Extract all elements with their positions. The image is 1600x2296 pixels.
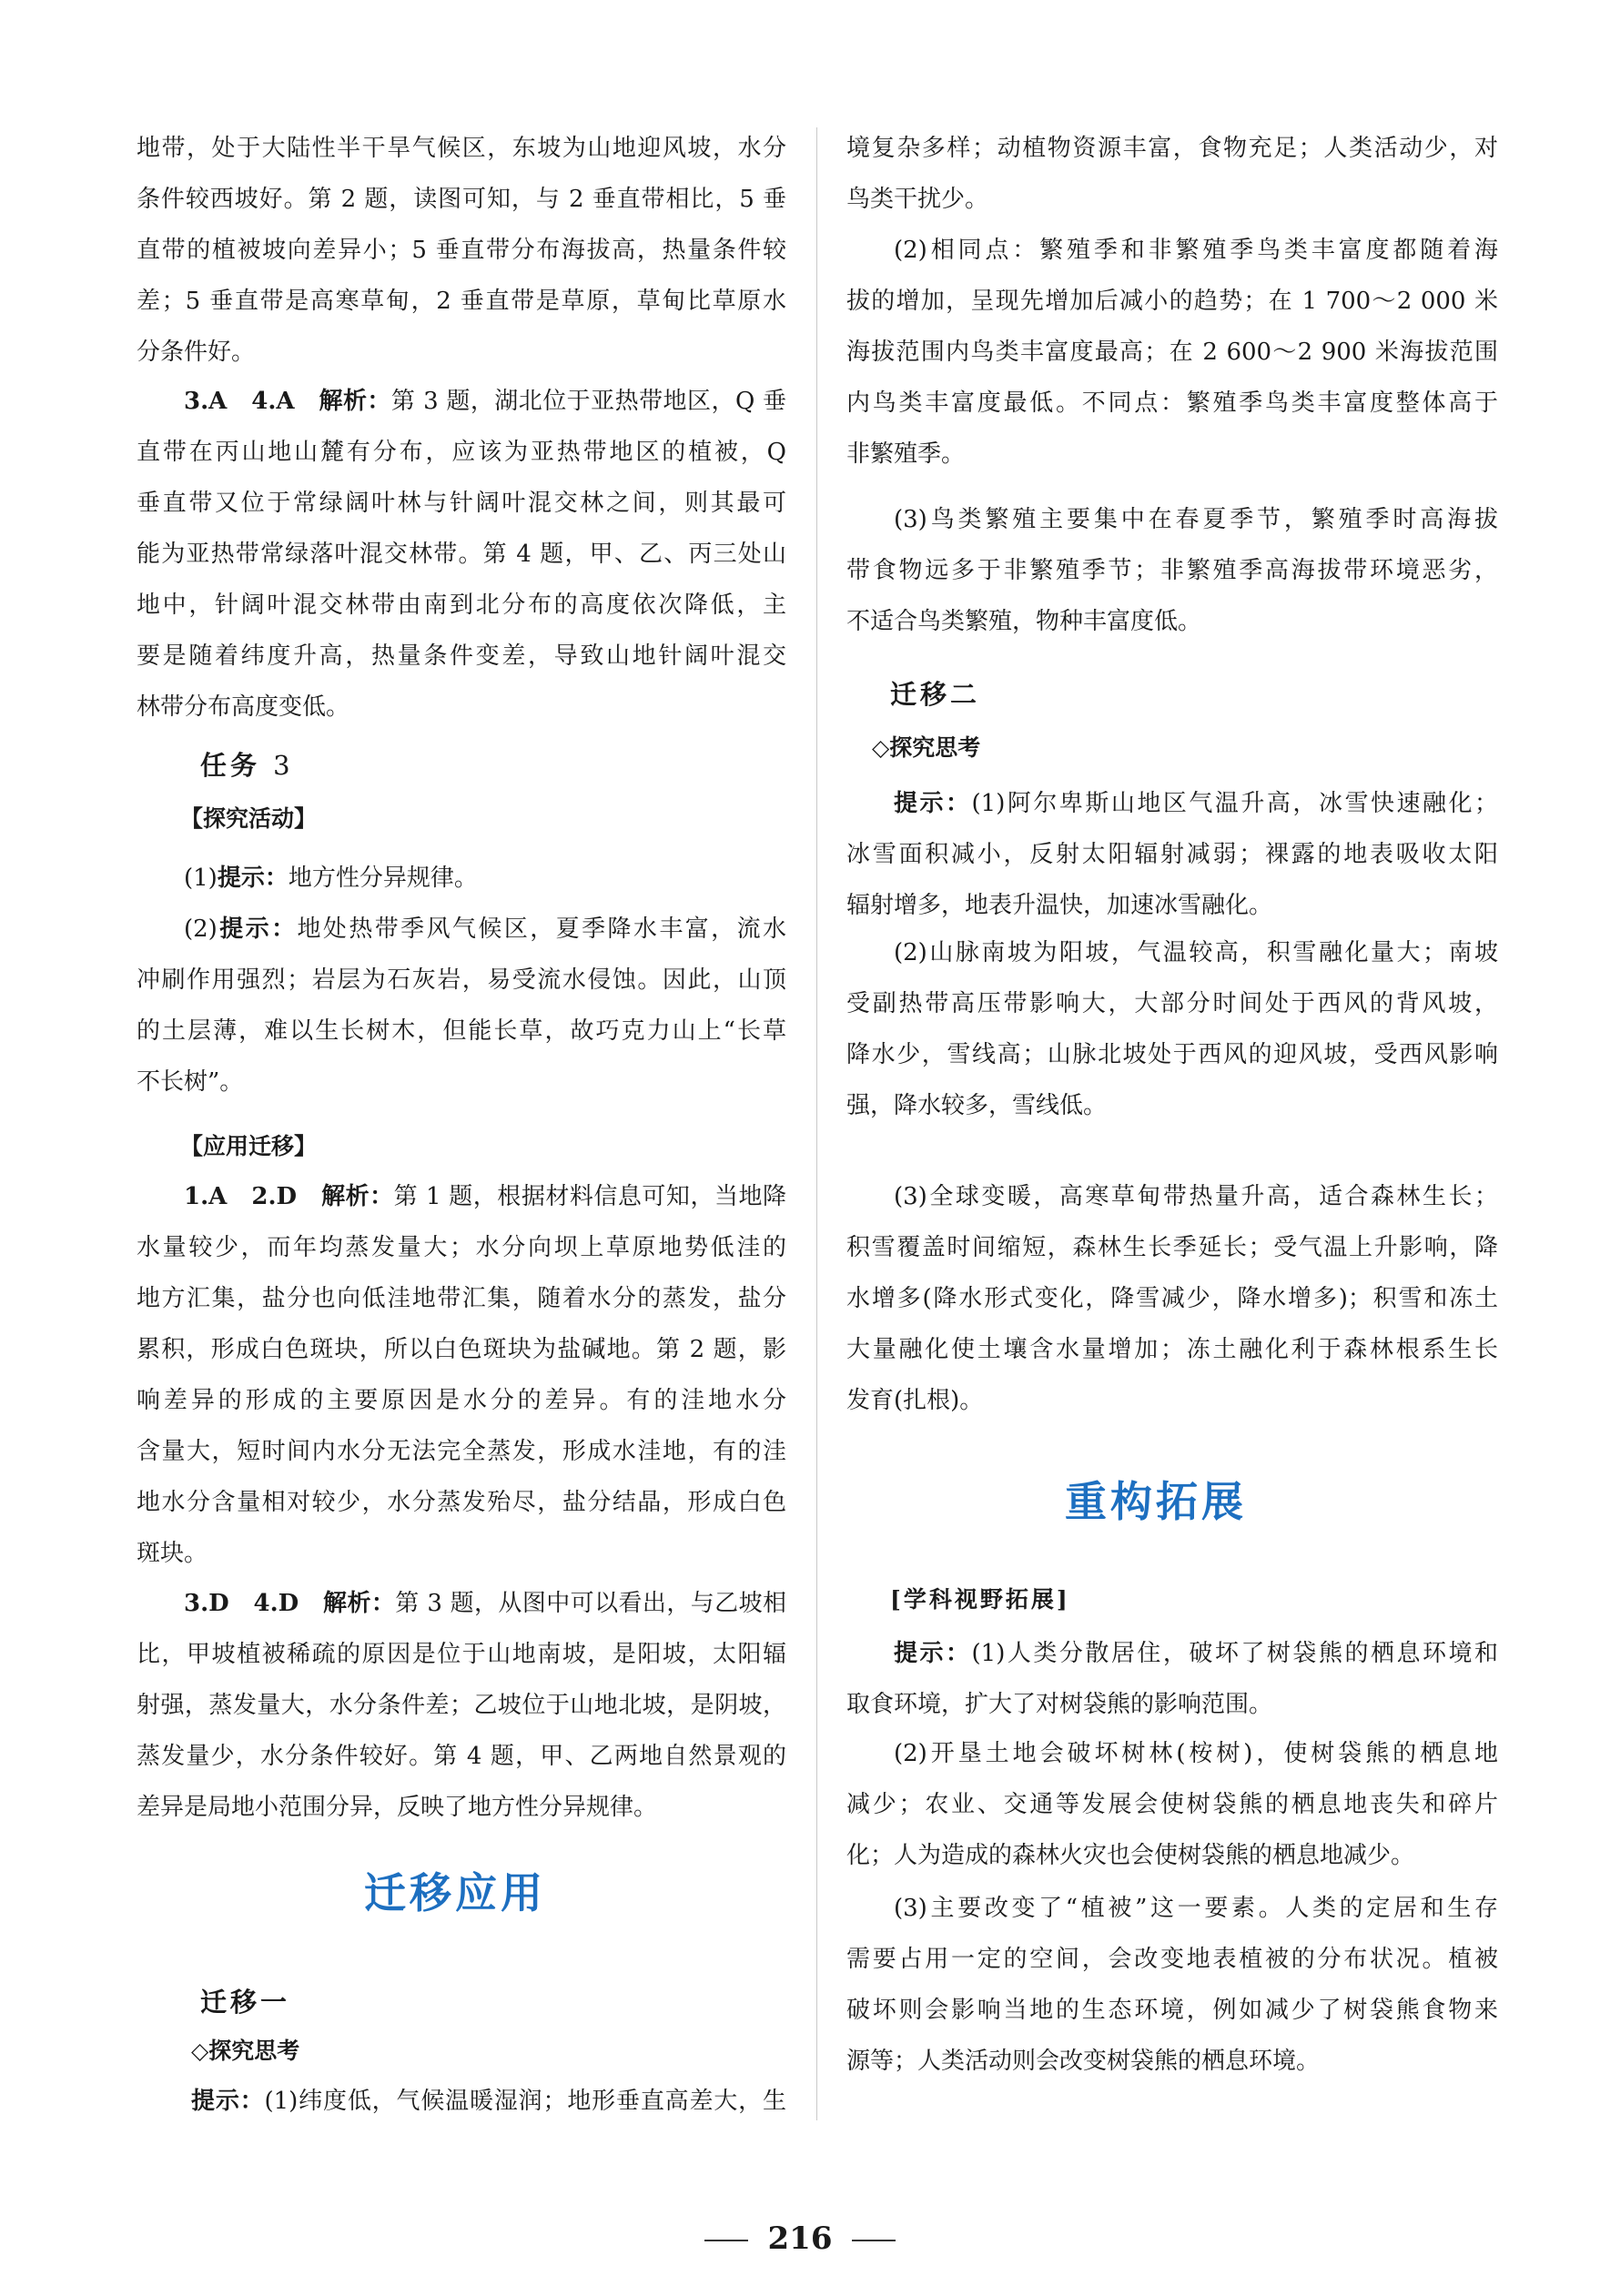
text-line xyxy=(846,1886,1498,1931)
line-text: 差异是局地小范围分异，反映了地方性分异规律。 xyxy=(137,1794,658,1821)
line-text: 需要占用一定的空间，会改变地表植被的分布状况。植被 xyxy=(846,1946,1498,1973)
page-number xyxy=(0,2220,1600,2257)
text-line xyxy=(846,599,1498,644)
line-text: 第 1 题，根据材料信息可知，当地降 xyxy=(393,1183,786,1210)
line-text: 林带分布高度变低。 xyxy=(137,693,350,721)
task-number: 3 xyxy=(273,750,294,781)
text-line xyxy=(137,531,786,577)
line-text: 受副热带高压带影响大，大部分时间处于西风的背风坡， xyxy=(846,990,1498,1017)
text-line xyxy=(846,1782,1498,1827)
text-line xyxy=(137,1683,786,1728)
text-line xyxy=(137,1734,786,1779)
line-text: (3)全球变暖，高寒草甸带热量升高，适合森林生长； xyxy=(894,1183,1498,1210)
text-line xyxy=(846,1833,1498,1878)
line-text: 地中，针阔叶混交林带由南到北分布的高度依次降低，主 xyxy=(137,592,786,619)
text-line xyxy=(846,126,1498,171)
text-line xyxy=(137,1225,786,1270)
line-text: 的土层薄，难以生长树木，但能长草，故巧克力山上“长草 xyxy=(137,1017,786,1045)
text-line xyxy=(846,1276,1498,1321)
bold-prefix: 提示： xyxy=(217,915,298,943)
text-line xyxy=(846,1174,1498,1219)
line-text: 含量大，短时间内水分无法完全蒸发，形成水洼地，有的洼 xyxy=(137,1438,786,1465)
line-text: 地处热带季风气候区，夏季降水丰富，流水 xyxy=(297,915,786,943)
text-line xyxy=(846,2038,1498,2084)
task-heading xyxy=(200,747,294,784)
line-text: 带食物远多于非繁殖季节；非繁殖季高海拔带环境恶劣， xyxy=(846,557,1498,584)
section-title-reconstruct-expand: 重构拓展 xyxy=(1065,1477,1247,1526)
text-line xyxy=(137,1632,786,1677)
line-text: 分条件好。 xyxy=(137,339,256,366)
text-line xyxy=(137,906,786,952)
apply-transfer-label: 【应用迁移】 xyxy=(180,1133,318,1159)
line-text: 降水少，雪线高；山脉北坡处于西风的迎风坡，受西风影响 xyxy=(846,1041,1498,1068)
line-text: 直带的植被坡向差异小；5 垂直带分布海拔高，热量条件较 xyxy=(137,237,786,264)
text-line xyxy=(846,1988,1498,2033)
explore-item-1: (1)提示：地方性分异规律。 xyxy=(184,865,478,892)
line-text: 不长树”。 xyxy=(137,1068,244,1096)
line-text: 大量融化使土壤含水量增加；冻土融化利于森林根系生长 xyxy=(846,1336,1498,1363)
line-text: 发育(扎根)。 xyxy=(846,1387,984,1414)
line-text: 不适合鸟类繁殖，物种丰富度低。 xyxy=(846,608,1202,635)
line-text: 垂直带又位于常绿阔叶林与针阔叶混交林之间，则其最可 xyxy=(137,490,786,517)
line-text: 减少；农业、交通等发展会使树袋熊的栖息地丧失和碎片 xyxy=(846,1791,1498,1818)
bold-prefix: 1.A 2.D 解析： xyxy=(184,1183,394,1210)
line-text: 蒸发量少，水分条件较好。第 4 题，甲、乙两地自然景观的 xyxy=(137,1743,786,1770)
line-text: 地方汇集，盐分也向低洼地带汇集，随着水分的蒸发，盐分 xyxy=(137,1285,786,1312)
text-line xyxy=(137,582,786,628)
text-line xyxy=(137,1480,786,1525)
text-line xyxy=(846,431,1498,477)
text-line xyxy=(137,278,786,324)
explore-think-label: ◇探究思考 xyxy=(191,2038,300,2064)
line-text: 境复杂多样；动植物资源丰富，食物充足；人类活动少，对 xyxy=(846,135,1498,162)
text-line xyxy=(137,177,786,222)
text-line xyxy=(846,177,1498,222)
transfer-2-heading: 迁移二 xyxy=(890,679,981,710)
line-text: 拔的增加，呈现先增加后减小的趋势；在 1 700～2 000 米 xyxy=(846,288,1498,315)
text-line xyxy=(846,883,1498,928)
line-text: 内鸟类丰富度最低。不同点：繁殖季鸟类丰富度整体高于 xyxy=(846,389,1498,417)
text-line xyxy=(137,1581,786,1626)
transfer-1-hint-line: 提示：(1)纬度低，气候温暖湿润；地形垂直高差大，生 xyxy=(191,2088,786,2115)
line-text: 取食环境，扩大了对树袋熊的影响范围。 xyxy=(846,1691,1273,1718)
line-text: 差；5 垂直带是高寒草甸，2 垂直带是草原，草甸比草原水 xyxy=(137,288,786,315)
line-text: (1)人类分散居住，破坏了树袋熊的栖息环境和 xyxy=(971,1640,1498,1667)
text-line xyxy=(846,1327,1498,1372)
line-text: 强，降水较多，雪线低。 xyxy=(846,1092,1108,1119)
text-line xyxy=(137,480,786,526)
text-line xyxy=(137,633,786,679)
line-text: 地水分含量相对较少，水分蒸发殆尽，盐分结晶，形成白色 xyxy=(137,1489,786,1516)
text-line xyxy=(846,278,1498,324)
line-text: 条件较西坡好。第 2 题，读图可知，与 2 垂直带相比，5 垂 xyxy=(137,186,786,213)
line-text: (3)鸟类繁殖主要集中在春夏季节，繁殖季时高海拔 xyxy=(894,506,1498,533)
line-text: 要是随着纬度升高，热量条件变差，导致山地针阔叶混交 xyxy=(137,642,786,670)
bold-prefix: 3.D 4.D 解析： xyxy=(184,1590,396,1617)
text-line xyxy=(137,1785,786,1830)
page-number-dash-left xyxy=(704,2240,748,2241)
text-line xyxy=(846,1378,1498,1423)
text-line xyxy=(846,1631,1498,1676)
text-line xyxy=(137,1059,786,1105)
text-line xyxy=(846,548,1498,593)
text-line xyxy=(137,1531,786,1576)
line-text: (2)山脉南坡为阳坡，气温较高，积雪融化量大；南坡 xyxy=(894,939,1498,966)
text-line xyxy=(137,1276,786,1321)
line-text: 非繁殖季。 xyxy=(846,440,966,468)
line-text: 水量较少，而年均蒸发量大；水分向坝上草原地势低洼的 xyxy=(137,1234,786,1261)
line-text: 海拔范围内鸟类丰富度最高；在 2 600～2 900 米海拔范围 xyxy=(846,339,1498,366)
bold-prefix: 提示： xyxy=(894,1640,972,1667)
transfer-1-heading: 迁移一 xyxy=(200,1987,291,2018)
text-line xyxy=(846,497,1498,542)
page-number-text: 216 xyxy=(767,2220,833,2257)
line-text: 斑块。 xyxy=(137,1540,208,1567)
line-text: 第 3 题，从图中可以看出，与乙坡相 xyxy=(395,1590,786,1617)
text-line xyxy=(846,1032,1498,1077)
line-text: (2)相同点：繁殖季和非繁殖季鸟类丰富度都随着海 xyxy=(894,237,1498,264)
line-text: 鸟类干扰少。 xyxy=(846,186,989,213)
line-text: 积雪覆盖时间缩短，森林生长季延长；受气温上升影响，降 xyxy=(846,1234,1498,1261)
text-line xyxy=(846,1225,1498,1270)
item-number: (2) xyxy=(184,915,218,943)
line-text: 冲刷作用强烈；岩层为石灰岩，易受流水侵蚀。因此，山顶 xyxy=(137,966,786,994)
text-line xyxy=(846,981,1498,1027)
text-line xyxy=(137,1327,786,1372)
line-text: 破坏则会影响当地的生态环境，例如减少了树袋熊食物来 xyxy=(846,1997,1498,2024)
line-text: 水增多(降水形式变化，降雪减少，降水增多)；积雪和冻土 xyxy=(846,1285,1498,1312)
field-vision-label: [学科视野拓展] xyxy=(890,1586,1070,1613)
text-line xyxy=(137,1378,786,1423)
bold-prefix: 3.A 4.A 解析： xyxy=(184,388,391,415)
text-line xyxy=(846,329,1498,375)
text-line xyxy=(846,930,1498,976)
line-text: 第 3 题，湖北位于亚热带地区，Q 垂 xyxy=(390,388,786,415)
page-number-dash-right xyxy=(852,2240,896,2241)
line-text: 比，甲坡植被稀疏的原因是位于山地南坡，是阳坡，太阳辐 xyxy=(137,1641,786,1668)
line-text: 化；人为造成的森林火灾也会使树袋熊的栖息地减少。 xyxy=(846,1842,1415,1869)
task-label: 任务 xyxy=(200,750,261,781)
text-line xyxy=(846,1731,1498,1776)
text-line xyxy=(846,380,1498,426)
explore-activity-label: 【探究活动】 xyxy=(180,805,318,832)
text-line xyxy=(137,430,786,475)
text-line xyxy=(846,781,1498,826)
line-text: 冰雪面积减小，反射太阳辐射减弱；裸露的地表吸收太阳 xyxy=(846,841,1498,868)
line-text: 地带，处于大陆性半干旱气候区，东坡为山地迎风坡，水分 xyxy=(137,135,786,162)
text-line xyxy=(137,684,786,730)
line-text: 能为亚热带常绿落叶混交林带。第 4 题，甲、乙、丙三处山 xyxy=(137,541,786,568)
text-line xyxy=(137,379,786,424)
line-text: (2)开垦土地会破坏树林(桉树)，使树袋熊的栖息地 xyxy=(894,1740,1498,1767)
section-title-transfer-application: 迁移应用 xyxy=(364,1868,546,1917)
text-line xyxy=(846,1682,1498,1727)
text-line xyxy=(137,1008,786,1054)
text-line xyxy=(846,228,1498,273)
column-divider xyxy=(816,127,817,2120)
text-line xyxy=(137,228,786,273)
text-line xyxy=(137,329,786,375)
text-line xyxy=(846,832,1498,877)
text-line xyxy=(137,957,786,1003)
line-text: 辐射增多，地表升温快，加速冰雪融化。 xyxy=(846,892,1273,919)
line-text: (1)阿尔卑斯山地区气温升高，冰雪快速融化； xyxy=(971,790,1498,817)
line-text: 累积，形成白色斑块，所以白色斑块为盐碱地。第 2 题，影 xyxy=(137,1336,786,1363)
text-line xyxy=(137,1429,786,1474)
text-line xyxy=(137,1174,786,1219)
text-line xyxy=(846,1083,1498,1128)
bold-prefix: 提示： xyxy=(894,790,972,817)
line-text: 源等；人类活动则会改变树袋熊的栖息环境。 xyxy=(846,2048,1321,2075)
explore-think-label-2: ◇探究思考 xyxy=(872,734,981,761)
line-text: 射强，蒸发量大，水分条件差；乙坡位于山地北坡，是阴坡， xyxy=(137,1692,786,1719)
line-text: 直带在丙山地山麓有分布，应该为亚热带地区的植被，Q xyxy=(137,439,786,466)
line-text: 响差异的形成的主要原因是水分的差异。有的洼地水分 xyxy=(137,1387,786,1414)
text-line xyxy=(137,126,786,171)
line-text: (3)主要改变了“植被”这一要素。人类的定居和生存 xyxy=(894,1895,1498,1922)
text-line xyxy=(846,1937,1498,1982)
